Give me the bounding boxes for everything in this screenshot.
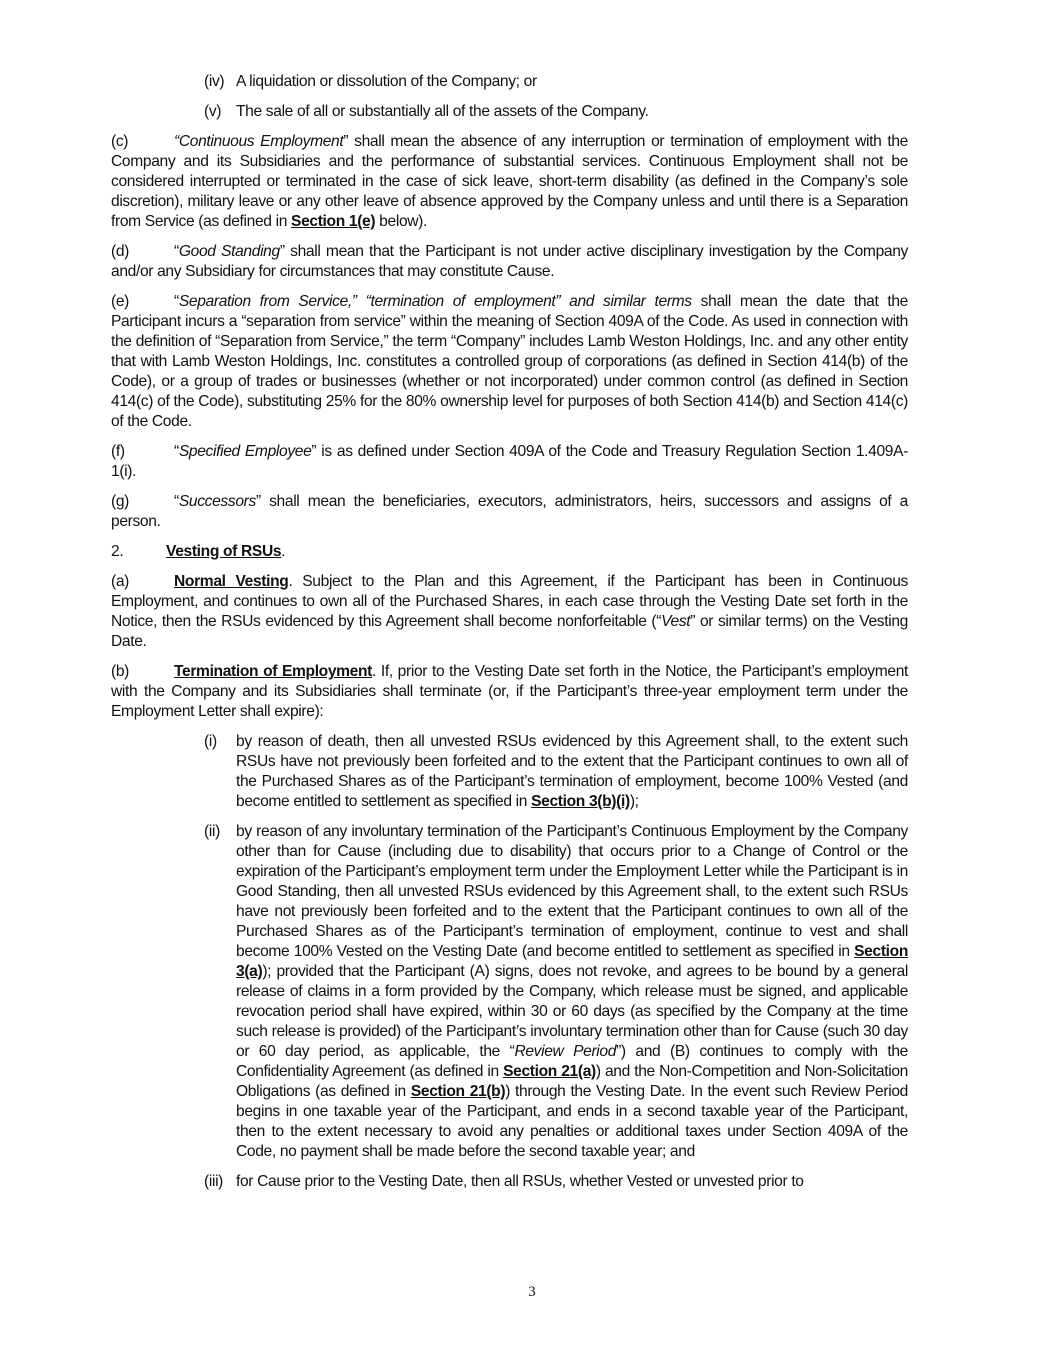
subclause-text: ”) and (B) continues to comply with the Confidentiality Agreement (as defined in <box>236 1043 908 1080</box>
subclause-text: by reason of death, then all unvested RSUs evidenced by this Agreement shall, to the extent such RSUs have not previously been forfeited and to the extent that the Participant continues to own all of the Purchased Shares as of the Participant’s termination of employment, become 100% Vested (and become entitled to settlement as specified in <box>236 733 908 810</box>
defined-term: “Continuous Employment <box>174 133 344 150</box>
subclause-text-end: ); <box>629 793 639 810</box>
subclause-number: (iii) <box>204 1173 224 1190</box>
item-text: The sale of all or substantially all of the assets of the Company. <box>236 103 649 120</box>
clause-text: . Subject to the Plan and this Agreement, if the Participant has been in Continuous Employment, and continues to own all of the Purchased Shares, in each case through the Vesting Date set forth in the Notice, then the RSUs evidenced by this Agreement shall become nonforfeitable (“ <box>111 573 908 630</box>
document-page <box>111 72 908 1202</box>
clause-number: (c) <box>111 133 129 150</box>
defined-term: Specified Employee <box>178 443 312 460</box>
section-reference-link[interactable]: Section 3(b)(i) <box>531 793 630 810</box>
clause-text: shall mean the date that the Participant incurs a “separation from service” within the meaning of Section 409A of the Code. As used in connection with the definition of “Separation from Service,” the term “Company” includes Lamb Weston Holdings, Inc. and any other entity that with Lamb Weston Holdings, Inc. constitutes a controlled group of corporations (as defined in Section 414(b) of the Code), or a group of trades or businesses (whether or not incorporated) under common control (as defined in Section 414(c) of the Code), substituting 25% for the 80% ownership level for purposes of both Section 414(b) and Section 414(c) of the Code. <box>111 293 908 430</box>
section-number: 2. <box>111 543 124 560</box>
section-2-heading <box>111 542 908 562</box>
subclause-body: for Cause prior to the Vesting Date, then all RSUs, whether Vested or unvested prior to <box>236 1173 804 1190</box>
section-reference-link[interactable]: Section 21(a) <box>503 1063 596 1080</box>
clause-text: ” shall mean that the Participant is not under active disciplinary investigation by the Company and/or any Subsidiary for circumstances that may constitute Cause. <box>111 243 908 280</box>
defined-term: Vest <box>661 613 691 630</box>
heading-period: . <box>281 543 286 560</box>
definition-e <box>111 292 908 432</box>
clause-text: ” shall mean the absence of any interruption or termination of employment with the Company and its Subsidiaries and the performance of substantial services. Continuous Employment shall not be considered interrupted or terminated in the case of sick leave, short-term disability (as defined in the Company’s sole discretion), military leave or any other leave of absence approved by the Company unless and until there is a Separation from Service (as defined in <box>111 133 908 230</box>
clause-number: (g) <box>111 493 130 510</box>
subclause-number: (i) <box>204 733 217 750</box>
clause-text: ” is as defined under Section 409A of the Code and Treasury Regulation Section 1.409A-1(i). <box>111 443 908 480</box>
section-heading: Vesting of RSUs <box>166 543 282 560</box>
subclause-text: by reason of any involuntary termination of the Participant’s Continuous Employment by the Company other than for Cause (including due to disability) that occurs prior to a Change of Control or the expiration of the Participant’s employment term under the Employment Letter while the Participant is in Good Standing, then all unvested RSUs evidenced by this Agreement shall, to the extent such RSUs have not previously been forfeited and to the extent that the Participant continues to own all of the Purchased Shares as of the Participant’s termination of employment, continue to vest and shall become 100% Vested on the Vesting Date (and become entitled to settlement as specified in <box>236 823 908 960</box>
definition-c <box>111 132 908 232</box>
definition-f <box>111 442 908 482</box>
open-quote: “ <box>174 443 179 460</box>
open-quote: “ <box>174 243 179 260</box>
clause-heading: Termination of Employment <box>174 663 373 680</box>
subclause-text: ) and the Non-Competition and Non-Solicitation Obligations (as defined in <box>236 1063 908 1100</box>
clause-number: (b) <box>111 663 130 680</box>
clause-number: (f) <box>111 443 125 460</box>
section-2b <box>111 662 908 722</box>
subclause-body <box>236 732 908 812</box>
section-2b-iii <box>111 1172 908 1192</box>
subclause-number: (ii) <box>204 823 220 840</box>
list-item-v <box>111 102 908 122</box>
open-quote: “ <box>174 493 179 510</box>
clause-number: (a) <box>111 573 130 590</box>
section-2b-i <box>111 732 908 812</box>
definition-g <box>111 492 908 532</box>
item-number: (iv) <box>204 73 225 90</box>
section-2b-ii <box>111 822 908 1162</box>
clause-text-end: below). <box>375 213 428 230</box>
defined-term: Successors <box>178 493 256 510</box>
subclause-text: ); provided that the Participant (A) signs, does not revoke, and agrees to be bound by a general release of claims in a form provided by the Company, which release must be signed, and applicable revocation period shall have expired, within 30 or 60 days (as specified by the Company at the time such release is provided) of the Participant’s involuntary termination other than for Cause (such 30 day or 60 day period, as applicable, the “ <box>236 963 908 1060</box>
clause-text: . If, prior to the Vesting Date set forth in the Notice, the Participant’s employment with the Company and its Subsidiaries shall terminate (or, if the Participant’s three-year employment term under the Employment Letter shall expire): <box>111 663 908 720</box>
clause-heading: Normal Vesting <box>174 573 289 590</box>
defined-term: Separation from Service,” “termination of employment” and similar terms <box>178 293 692 310</box>
clause-number: (d) <box>111 243 130 260</box>
section-reference-link[interactable]: Section 21(b) <box>410 1083 506 1100</box>
section-reference-link[interactable]: Section 3(a) <box>236 943 908 980</box>
subclause-text: ) through the Vesting Date. In the event such Review Period begins in one taxable year of the Participant, and ends in a second taxable year of the Participant, then to the extent necessary to avoid any penalties or additional taxes under Section 409A of the Code, no payment shall be made before the second taxable year; and <box>236 1083 908 1160</box>
item-number: (v) <box>204 103 222 120</box>
section-2a <box>111 572 908 652</box>
clause-number: (e) <box>111 293 130 310</box>
item-text: A liquidation or dissolution of the Company; or <box>236 73 537 90</box>
defined-term: Good Standing <box>178 243 280 260</box>
open-quote: “ <box>174 293 179 310</box>
clause-text-end: ” or similar terms) on the Vesting Date. <box>111 613 908 650</box>
list-item-iv <box>111 72 908 92</box>
clause-text: ” shall mean the beneficiaries, executors, administrators, heirs, successors and assigns of a person. <box>111 493 908 530</box>
page-number: 3 <box>528 1284 536 1300</box>
subclause-body <box>236 822 908 1162</box>
section-reference-link[interactable]: Section 1(e) <box>291 213 376 230</box>
definition-d <box>111 242 908 282</box>
defined-term: Review Period <box>514 1043 617 1060</box>
